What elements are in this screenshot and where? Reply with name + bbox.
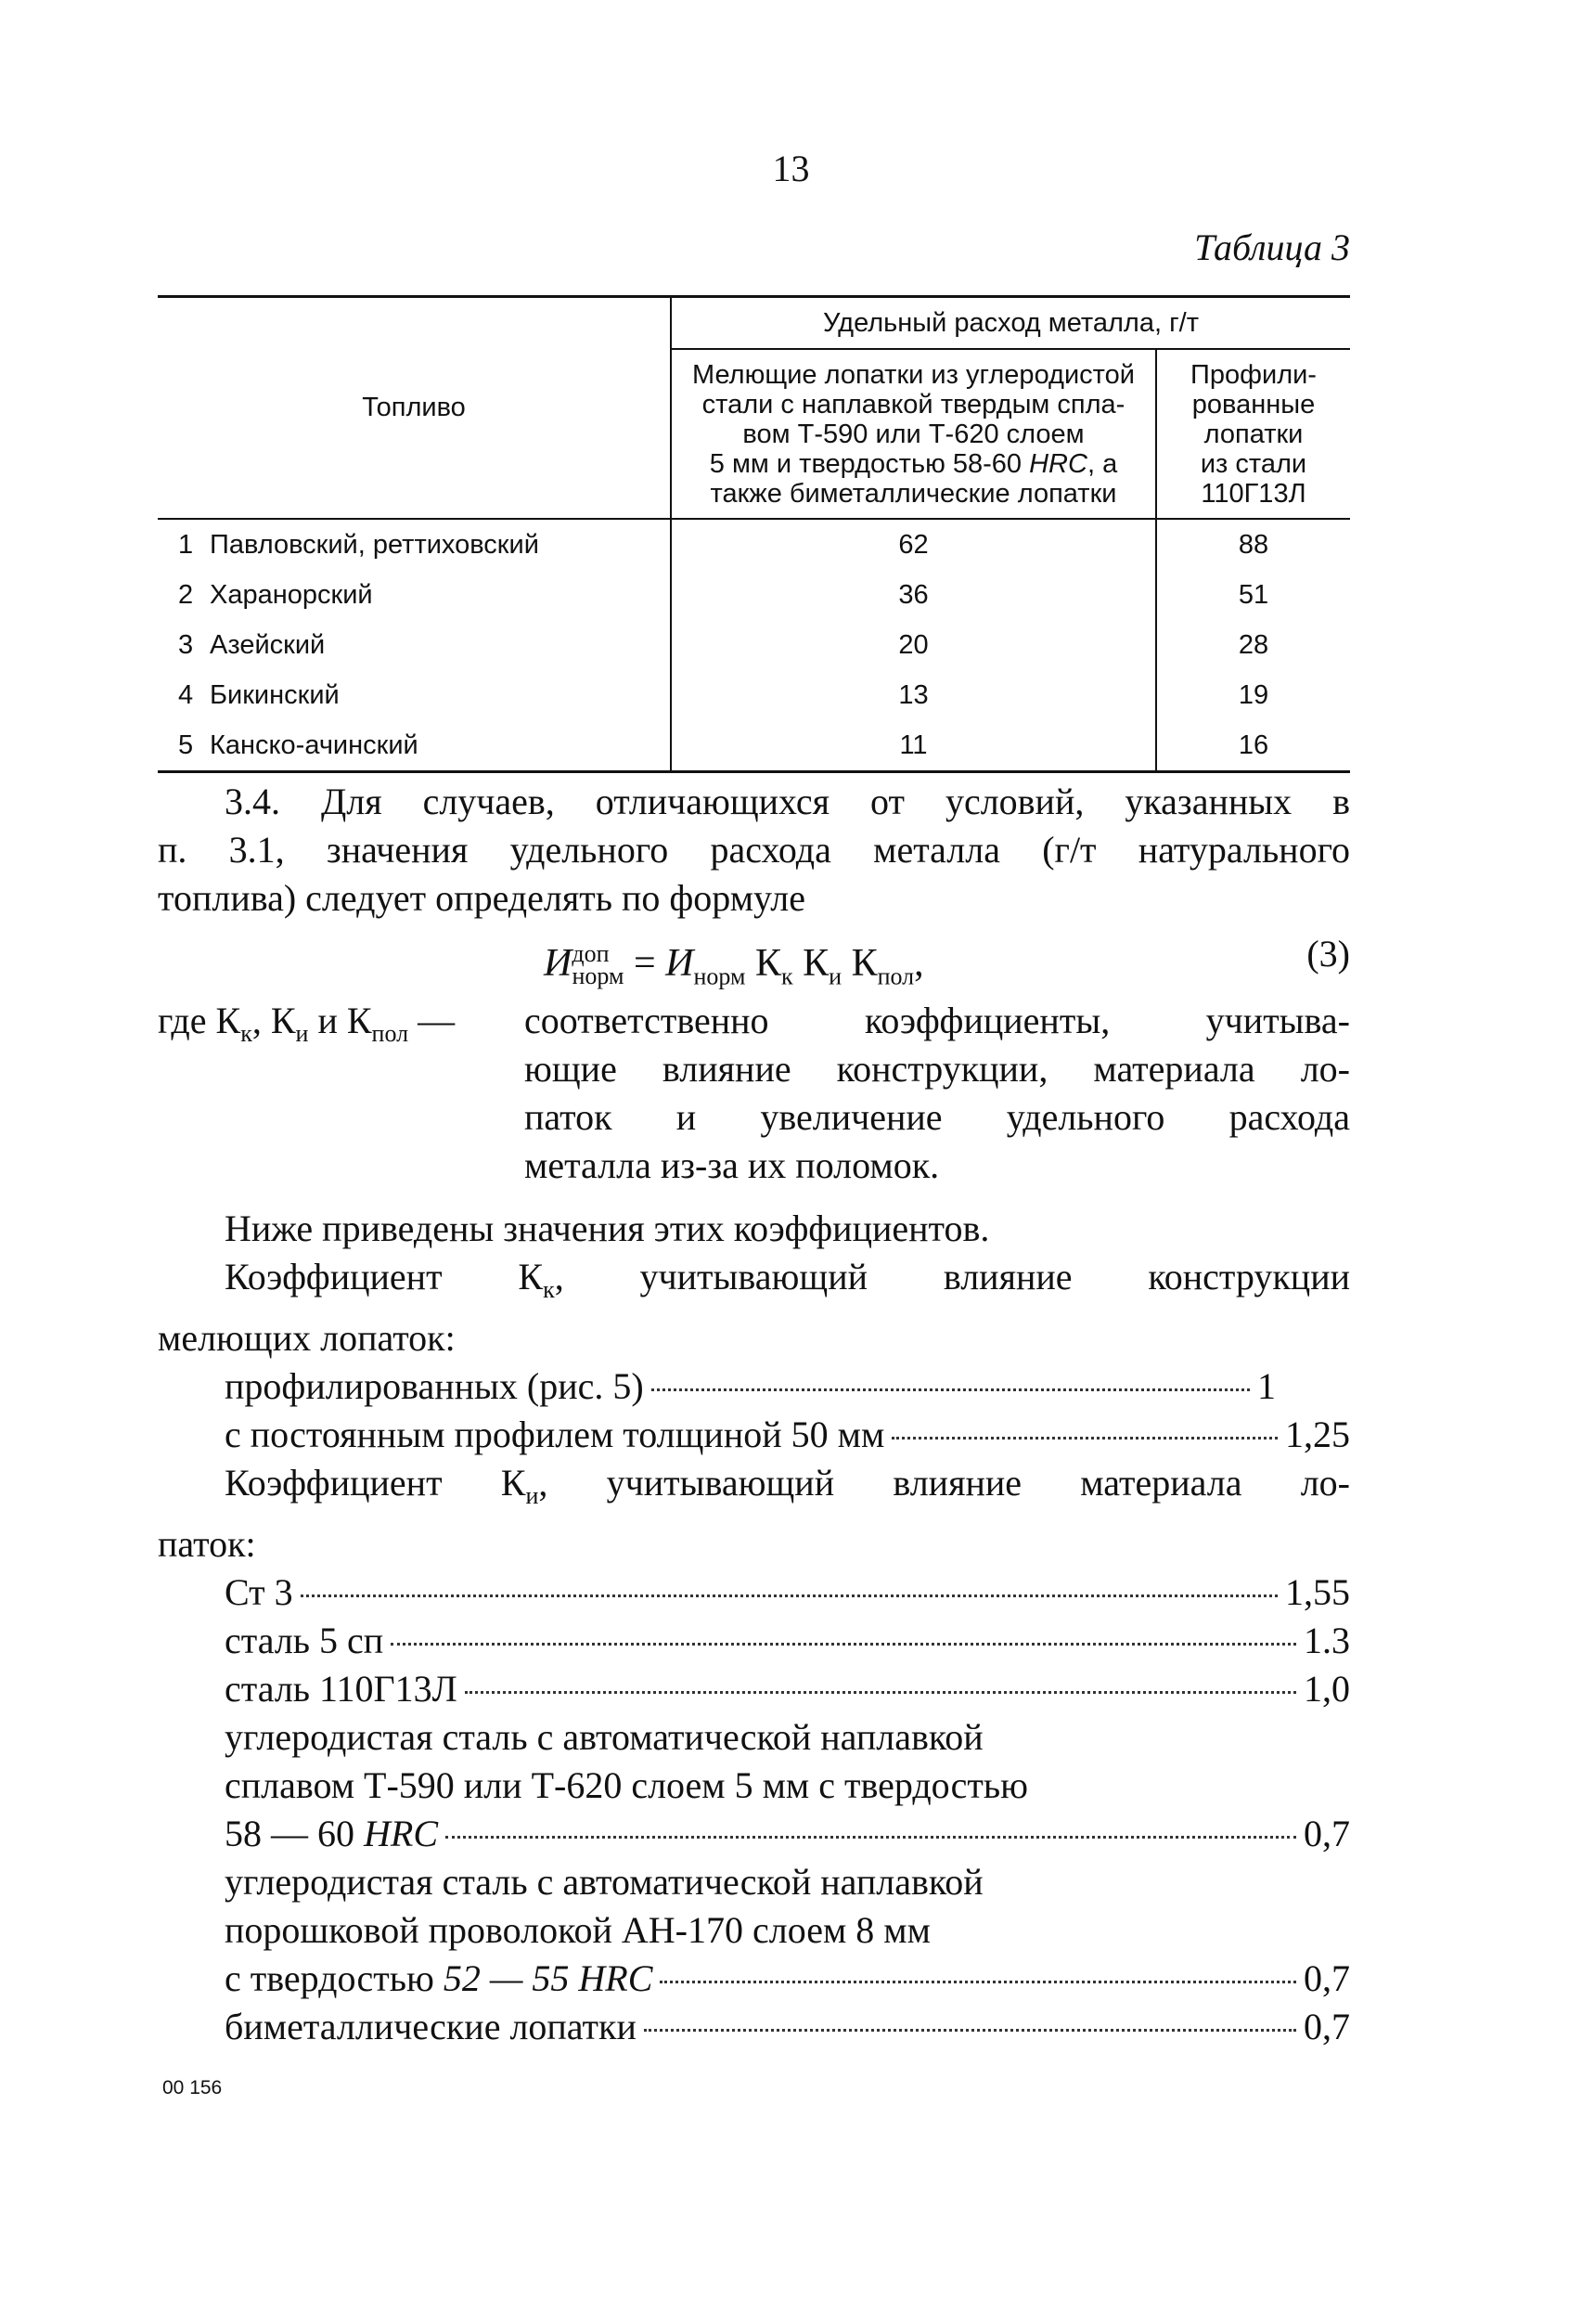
header-line: 110Г13Л [1201,478,1306,509]
fuel-name: 3 Азейский [178,629,326,660]
ki-intro: Коэффициент $К_и$, учитывающий влияние материала ло- [225,1462,1350,1509]
where-description [524,997,1350,1190]
kk-intro-line2: мелющих лопаток: [158,1317,456,1359]
ki-intro-line2: паток: [158,1523,256,1565]
value-profiled: 88 [1156,519,1350,570]
header-line: рованные [1191,389,1316,420]
ki-item-line: углеродистая сталь с автоматической наплавкой [225,1861,984,1903]
ki-item-line: порошковой проволокой АН-170 слоем 8 мм [225,1909,931,1951]
ki-item: 58 — 60 HRC 0,7 [225,1813,1350,1854]
coefficients-intro: Ниже приведены значения этих коэффициентов. [225,1207,990,1249]
table-row [158,519,1350,570]
value-grinding: 20 [671,620,1156,670]
fuel-consumption-table [158,295,1350,773]
value-profiled: 51 [1156,570,1350,620]
where-label: где $К_к$, $К_и$ и $К_{пол}$ — [158,1000,456,1047]
ki-item: сталь 110Г13Л 1,0 [225,1668,1350,1710]
page-number: 13 [772,148,810,189]
table-caption: Таблица 3 [1194,226,1350,268]
table-row [158,720,1350,772]
header-line: лопатки [1203,419,1304,449]
ki-list [158,1569,1350,2051]
value-grinding: 36 [671,570,1156,620]
fuel-name: 4 Бикинский [178,679,340,710]
fuel-name: 5 Канско-ачинский [158,720,671,772]
value-profiled: 28 [1156,620,1350,670]
header-line: 5 мм и твердостью 58-60 HRC, а [709,448,1118,479]
fuel-name: 2 Харанорский [178,579,373,610]
paragraph-line: п. 3.1, значения удельного расхода металла (г/т натурального [158,829,1350,871]
header-line: стали с наплавкой твердым спла- [701,389,1125,420]
ki-item-line: сплавом Т-590 или Т-620 слоем 5 мм с твердостью [225,1764,1029,1806]
body-text [158,778,1350,2051]
paragraph-line: 3.4. Для случаев, отличающихся от условий, указанных в [225,781,1350,822]
where-line: металла из-за их поломок. [524,1144,940,1186]
value-grinding: 62 [671,519,1156,570]
footer-code: 00 156 [162,2077,223,2098]
header-line: Мелющие лопатки из углеродистой [692,359,1135,390]
formula-number: (3) [1306,933,1350,975]
value-grinding: 13 [671,670,1156,720]
header-metal-consumption: Удельный расход металла, г/т [671,297,1350,350]
where-line: соответственно коэффициенты, учитыва- [524,1000,1350,1041]
where-line: паток и увеличение удельного расхода [524,1096,1350,1138]
header-fuel: Топливо [158,297,671,520]
header-line: вом Т-590 или Т-620 слоем [742,419,1085,449]
header-line: Профили- [1190,359,1317,390]
paragraph-line: топлива) следует определять по формуле [158,877,805,919]
ki-item: сталь 5 сп 1.3 [225,1620,1350,1661]
ki-item-line: углеродистая сталь с автоматической наплавкой [225,1716,984,1758]
where-block [158,997,1350,1190]
value-profiled: 16 [1156,720,1350,772]
formula: $И^{доп}_{норм} = И_{норм}$ $К_к$ $К_и$ $К_{пол}$, [544,940,924,990]
kk-item: с постоянным профилем толщиной 50 мм 1,25 [225,1414,1350,1455]
fuel-name: 1 Павловский, реттиховский [178,529,539,560]
header-profiled-blades [1156,349,1350,519]
table-row [158,570,1350,620]
ki-item: с твердостью 52 — 55 HRC 0,7 [225,1957,1350,1999]
header-line: из стали [1200,448,1307,479]
table-row [158,670,1350,720]
ki-item: биметаллические лопатки 0,7 [225,2006,1350,2047]
kk-intro: Коэффициент $К_к$, учитывающий влияние конструкции [225,1256,1351,1303]
header-line: также биметаллические лопатки [710,478,1117,509]
table-row [158,620,1350,670]
kk-item: профилированных (рис. 5) 1 [225,1365,1276,1407]
where-line: ющие влияние конструкции, материала ло- [524,1048,1350,1090]
value-profiled: 19 [1156,670,1350,720]
ki-item: Ст 3 1,55 [225,1571,1350,1613]
value-grinding: 11 [671,720,1156,772]
formula-row [158,923,1350,997]
header-grinding-blades [671,349,1156,519]
